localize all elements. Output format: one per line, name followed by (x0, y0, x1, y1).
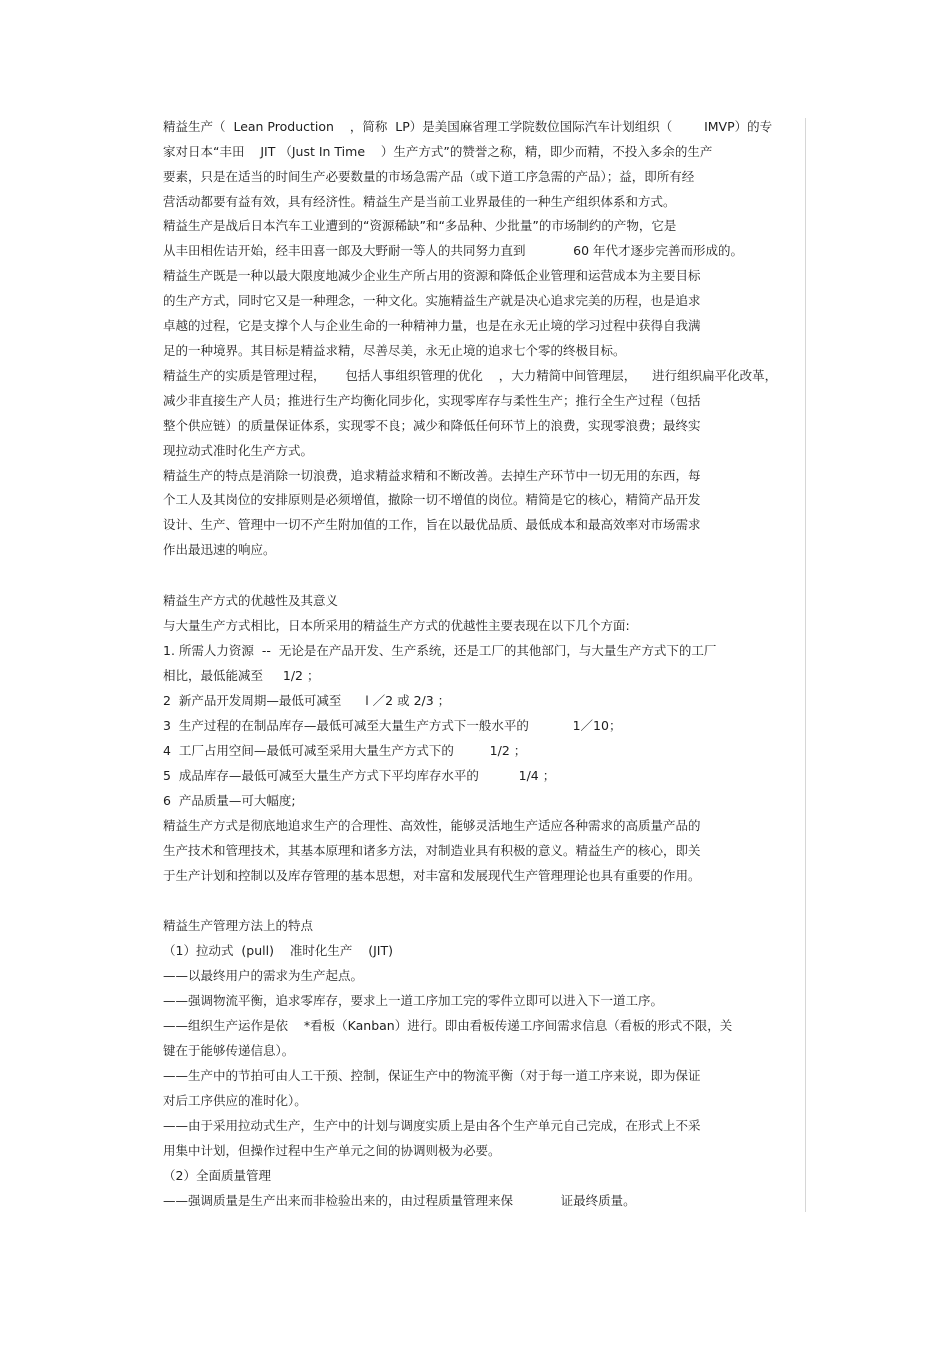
text-line: 键在于能够传递信息）。 (163, 1043, 295, 1058)
text-line: 作出最迅速的响应。 (163, 542, 276, 557)
text-line: 精益生产既是一种以最大限度地减少企业生产所占用的资源和降低企业管理和运营成本为主要目标 (163, 268, 701, 283)
text-line: ——强调物流平衡，追求零库存，要求上一道工序加工完的零件立即可以进入下一道工序。 (163, 993, 664, 1008)
text-line: 整个供应链）的质量保证体系，实现零不良；减少和降低任何环节上的浪费，实现零浪费；最终实 (163, 418, 701, 433)
text-line: ——以最终用户的需求为生产起点。 (163, 968, 364, 983)
text-line: 精益生产（ Lean Production ，简称 LP）是美国麻省理工学院数位国际汽车计划组织（ IMVP）的专 (163, 119, 773, 134)
text-line: 精益生产的实质是管理过程， 包括人事组织管理的优化 ，大力精简中间管理层， 进行组织扁平化改革， (163, 368, 778, 383)
page-margin-line (805, 118, 806, 1212)
text-line: 从丰田相佐诘开始，经丰田喜一郎及大野耐一等人的共同努力直到 60 年代才逐步完善而形成的。 (163, 243, 744, 258)
text-line: ——组织生产运作是依 *看板（Kanban）进行。即由看板传递工序间需求信息（看板的形式不限，关 (163, 1018, 733, 1033)
list-item: 5 成品库存—最低可减至大量生产方式下平均库存水平的 1/4 ； (163, 768, 556, 783)
list-item: 6 产品质量—可大幅度; (163, 793, 296, 808)
text-line: 用集中计划，但操作过程中生产单元之间的协调则极为必要。 (163, 1143, 501, 1158)
text-line: 家对日本“丰田 JIT （Just In Time ）生产方式”的赞誉之称，精，即少而精，不投入多余的生产 (163, 144, 713, 159)
text-line: 现拉动式准时化生产方式。 (163, 443, 314, 458)
section-heading: 精益生产方式的优越性及其意义 (163, 593, 339, 608)
text-line: 要素，只是在适当的时间生产必要数量的市场急需产品（或下道工序急需的产品）；益，即所有经 (163, 169, 695, 184)
text-line: 精益生产是战后日本汽车工业遭到的“资源稀缺”和“多品种、少批量”的市场制约的产物，它是 (163, 218, 677, 233)
text-line: 精益生产方式是彻底地追求生产的合理性、高效性，能够灵活地生产适应各种需求的高质量产品的 (163, 818, 701, 833)
list-item: 3 生产过程的在制品库存—最低可减至大量生产方式下一般水平的 1／10； (163, 718, 622, 733)
text-line: 足的一种境界。其目标是精益求精，尽善尽美，永无止境的追求七个零的终极目标。 (163, 343, 626, 358)
text-line: 营活动都要有益有效，具有经济性。精益生产是当前工业界最佳的一种生产组织体系和方式。 (163, 194, 676, 209)
text-line: 生产技术和管理技术，其基本原理和诸多方法，对制造业具有积极的意义。精益生产的核心，即关 (163, 843, 701, 858)
subsection-heading: （2）全面质量管理 (163, 1168, 271, 1183)
text-line: 的生产方式，同时它又是一种理念，一种文化。实施精益生产就是决心追求完美的历程，也是追求 (163, 293, 701, 308)
list-item: 1. 所需人力资源 -- 无论是在产品开发、生产系统，还是工厂的其他部门，与大量生产方式下的工厂 (163, 643, 717, 658)
text-line: ——强调质量是生产出来而非检验出来的，由过程质量管理来保 证最终质量。 (163, 1193, 636, 1208)
text-line: 精益生产的特点是消除一切浪费，追求精益求精和不断改善。去掉生产环节中一切无用的东西，每 (163, 468, 701, 483)
list-item: 2 新产品开发周期—最低可减至 l ／2 或 2/3 ； (163, 693, 451, 708)
text-line: 减少非直接生产人员；推进行生产均衡化同步化，实现零库存与柔性生产；推行全生产过程（包括 (163, 393, 701, 408)
text-line: 对后工序供应的准时化）。 (163, 1093, 307, 1108)
text-line: ——生产中的节拍可由人工干预、控制，保证生产中的物流平衡（对于每一道工序来说，即为保证 (163, 1068, 701, 1083)
text-line: 个工人及其岗位的安排原则是必须增值，撤除一切不增值的岗位。精简是它的核心，精简产品开发 (163, 492, 701, 507)
text-line: ——由于采用拉动式生产，生产中的计划与调度实质上是由各个生产单元自己完成，在形式上不采 (163, 1118, 701, 1133)
subsection-heading: （1）拉动式 (pull) 准时化生产 (JIT) (163, 943, 394, 958)
list-item: 4 工厂占用空间—最低可减至采用大量生产方式下的 1/2 ； (163, 743, 527, 758)
text-line: 与大量生产方式相比，日本所采用的精益生产方式的优越性主要表现在以下几个方面: (163, 618, 630, 633)
section-heading: 精益生产管理方法上的特点 (163, 918, 314, 933)
text-line: 设计、生产、管理中一切不产生附加值的工作，旨在以最优品质、最低成本和最高效率对市场需求 (163, 517, 701, 532)
text-line: 相比，最低能减至 1/2 ； (163, 668, 320, 683)
text-line: 于生产计划和控制以及库存管理的基本思想，对丰富和发展现代生产管理理论也具有重要的作用。 (163, 868, 701, 883)
text-line: 卓越的过程，它是支撑个人与企业生命的一种精神力量，也是在永无止境的学习过程中获得自我满 (163, 318, 701, 333)
